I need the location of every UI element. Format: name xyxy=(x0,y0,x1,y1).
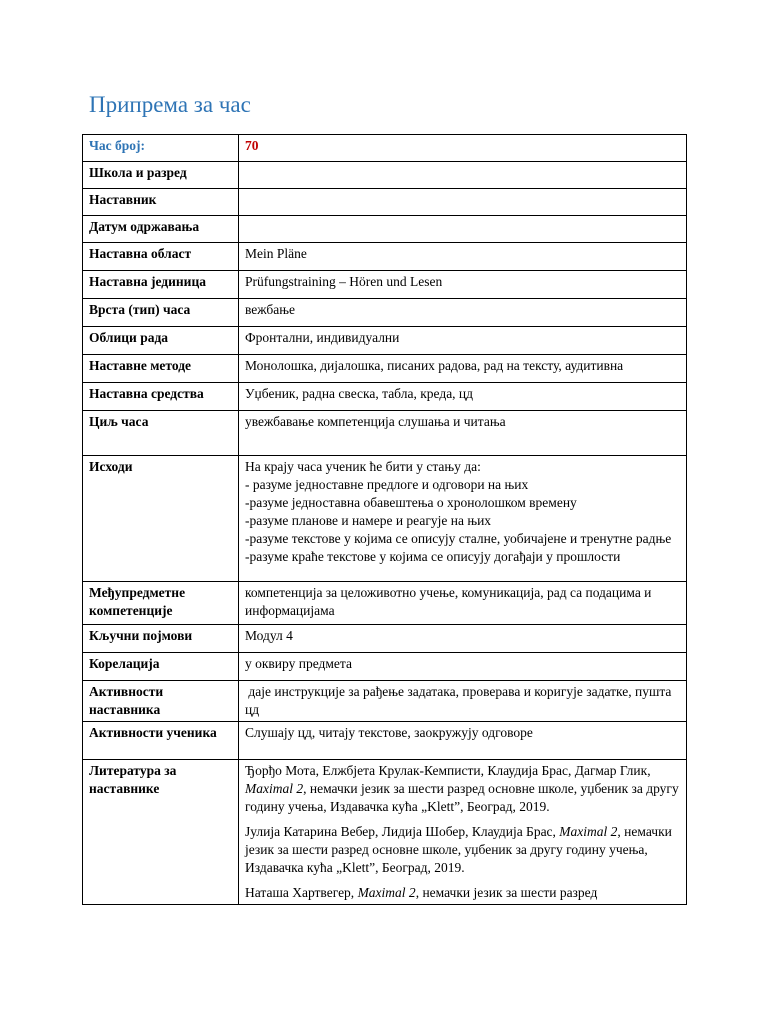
table-row xyxy=(83,456,687,582)
table-row xyxy=(83,625,687,653)
row-label: Наставна јединица xyxy=(83,271,239,299)
row-value: даје инструкције за рађење задатака, проверава и коригује задатке, пушта цд xyxy=(239,681,687,722)
row-label: Кључни појмови xyxy=(83,625,239,653)
outcome-line: -разуме планове и намере и реагује на њих xyxy=(245,513,492,528)
table-row xyxy=(83,189,687,216)
table-row xyxy=(83,327,687,355)
table-row xyxy=(83,355,687,383)
row-value: компетенција за целоживотно учење, комуникација, рад са подацима и информацијама xyxy=(239,582,687,625)
table-row xyxy=(83,271,687,299)
table-row xyxy=(83,162,687,189)
literature-entry: Ђорђо Мота, Елжбјета Крулак-Кемписти, Клаудија Брас, Дагмар Глик, Maximal 2, немачки језик за шести разред основне школе, уџбеник за другу годину учења, Издавачка кућа „Klett”, Београд, 2019. xyxy=(245,763,679,814)
literature-entry: Јулија Катарина Вебер, Лидија Шобер, Клаудија Брас, Maximal 2, немачки језик за шести разред основне школе, уџбеник за другу годину учења, Издавачка кућа „Klett”, Београд, 2019. xyxy=(245,824,672,875)
table-row xyxy=(83,760,687,905)
row-label: Облици рада xyxy=(83,327,239,355)
outcome-line: -разуме краће текстове у којима се описују догађаји у прошлости xyxy=(245,549,621,564)
row-value: Prüfungstraining – Hören und Lesen xyxy=(239,271,687,299)
row-value: Mein Pläne xyxy=(239,243,687,271)
row-value: вежбање xyxy=(239,299,687,327)
row-value: Уџбеник, радна свеска, табла, креда, цд xyxy=(239,383,687,411)
outcome-line: - разуме једноставне предлоге и одговори на њих xyxy=(245,477,529,492)
table-row xyxy=(83,681,687,722)
row-label: Корелација xyxy=(83,653,239,681)
row-label: Активности ученика xyxy=(83,722,239,760)
row-label: Датум одржавања xyxy=(83,216,239,243)
row-label: Наставна средства xyxy=(83,383,239,411)
row-value: Слушају цд, читају текстове, заокружују одговоре xyxy=(239,722,687,760)
lesson-number: 70 xyxy=(239,135,687,162)
row-label: Циљ часа xyxy=(83,411,239,456)
table-row xyxy=(83,135,687,162)
row-value: увежбавање компетенција слушања и читања xyxy=(239,411,687,456)
outcome-line: -разуме текстове у којима се описују сталне, уобичајене и тренутне радње xyxy=(245,531,672,546)
row-label: Наставник xyxy=(83,189,239,216)
table-row xyxy=(83,411,687,456)
row-label: Активности наставника xyxy=(83,681,239,722)
table-row xyxy=(83,243,687,271)
page-title: Припрема за час xyxy=(89,92,251,117)
outcome-line: На крају часа ученик ће бити у стању да: xyxy=(245,459,481,474)
row-label: Исходи xyxy=(83,456,239,582)
table-row xyxy=(83,653,687,681)
row-label: Међупредметне компетенције xyxy=(83,582,239,625)
literature-list xyxy=(239,760,687,905)
row-label: Школа и разред xyxy=(83,162,239,189)
outcome-line: -разуме једноставна обавештења о хронолошком времену xyxy=(245,495,577,510)
row-value xyxy=(239,216,687,243)
table-row xyxy=(83,299,687,327)
row-value: Монолошка, дијалошка, писаних радова, рад на тексту, аудитивна xyxy=(239,355,687,383)
row-value: Фронтални, индивидуални xyxy=(239,327,687,355)
row-label: Литература за наставнике xyxy=(83,760,239,905)
table-row xyxy=(83,582,687,625)
outcomes-list xyxy=(239,456,687,582)
table-row xyxy=(83,722,687,760)
literature-entry: Наташа Хартвегер, Maximal 2, немачки језик за шести разред xyxy=(245,885,598,900)
row-label: Час број: xyxy=(83,135,239,162)
row-label: Наставне методе xyxy=(83,355,239,383)
table-row xyxy=(83,383,687,411)
lesson-plan-table xyxy=(82,134,687,905)
row-value: у оквиру предмета xyxy=(239,653,687,681)
row-label: Врста (тип) часа xyxy=(83,299,239,327)
table-row xyxy=(83,216,687,243)
row-value xyxy=(239,189,687,216)
row-value xyxy=(239,162,687,189)
row-value: Модул 4 xyxy=(239,625,687,653)
row-label: Наставна област xyxy=(83,243,239,271)
